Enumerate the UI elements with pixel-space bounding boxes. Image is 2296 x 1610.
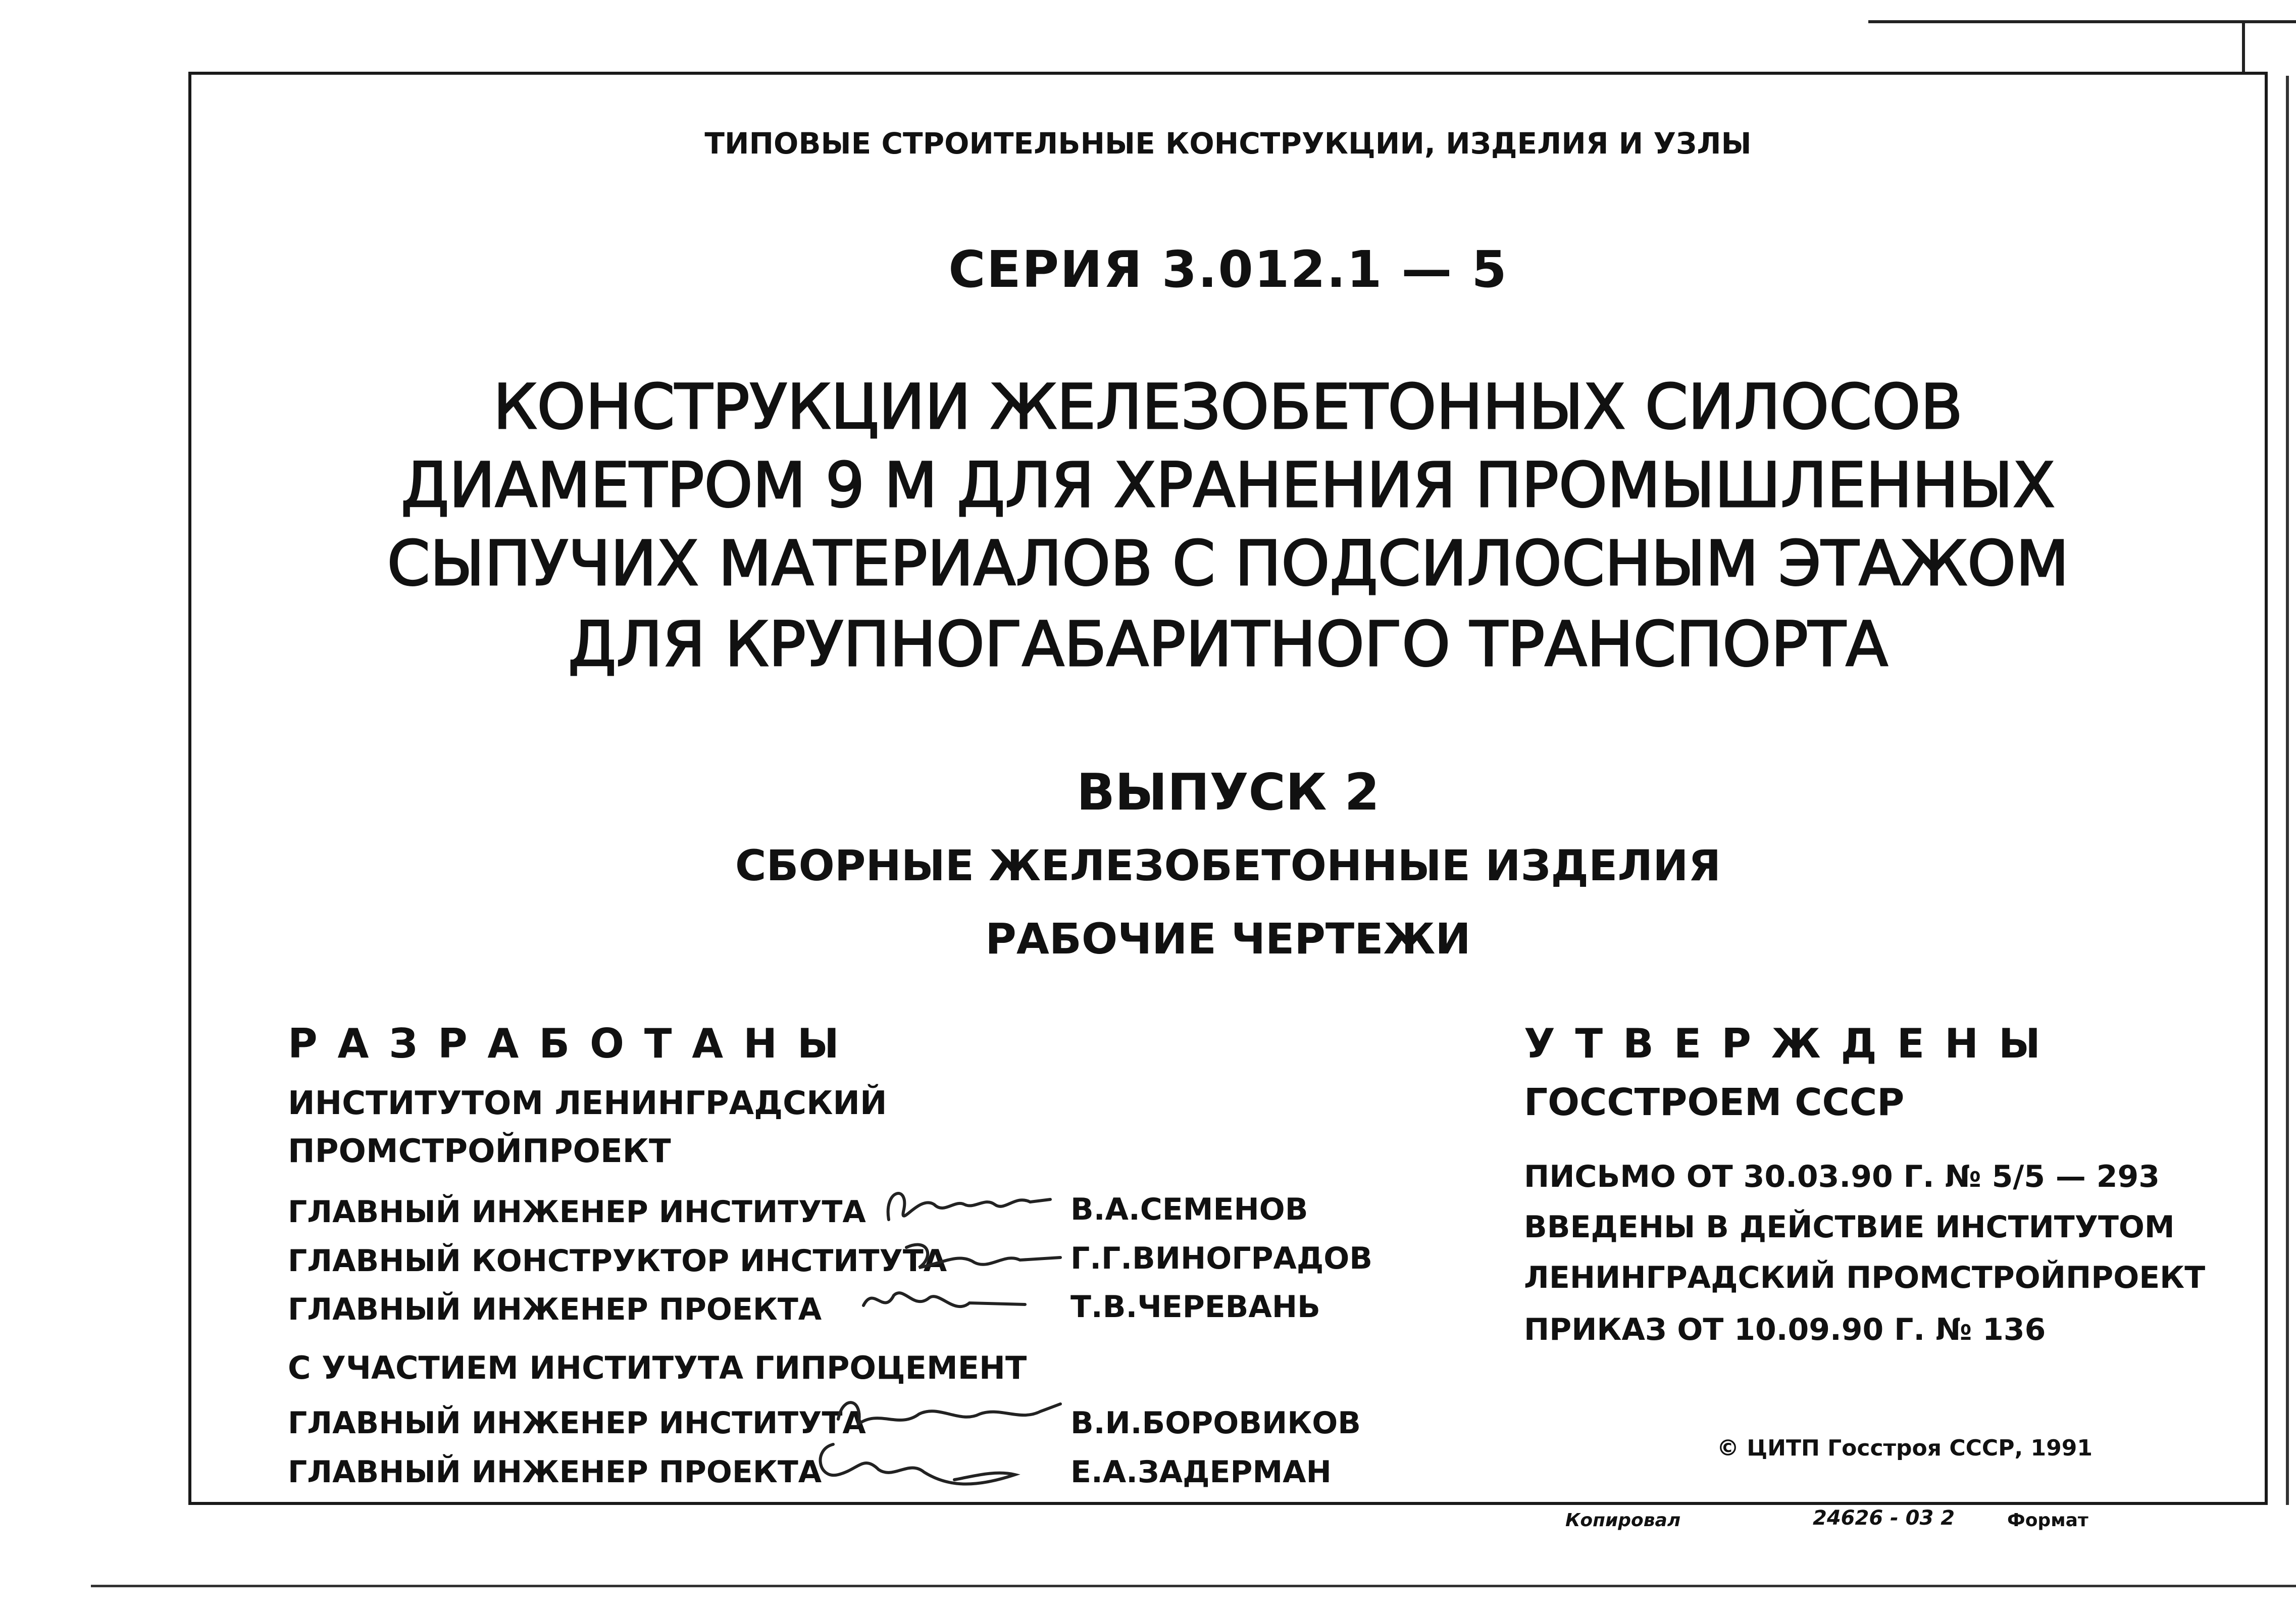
footer-copied: Копировал	[1565, 1510, 1681, 1531]
signature-vinogradov	[899, 1227, 1065, 1283]
footer-number: 24626 - 03 2	[1813, 1506, 1955, 1530]
title-line-4: ДЛЯ КРУПНОГАБАРИТНОГО ТРАНСПОРТА	[568, 609, 1888, 680]
title-line-1: КОНСТРУКЦИИ ЖЕЛЕЗОБЕТОННЫХ СИЛОСОВ	[493, 371, 1963, 443]
approved-letter: ПИСЬМО ОТ 30.03.90 Г. № 5/5 — 293	[1524, 1159, 2160, 1194]
top-border-line	[1868, 20, 2296, 23]
title-line-2: ДИАМЕТРОМ 9 М ДЛЯ ХРАНЕНИЯ ПРОМЫШЛЕННЫХ	[401, 449, 2055, 521]
signer-role-1: ГЛАВНЫЙ ИНЖЕНЕР ИНСТИТУТА	[288, 1194, 866, 1230]
signature-cherevan	[853, 1275, 1035, 1326]
signer-role-3: ГЛАВНЫЙ ИНЖЕНЕР ПРОЕКТА	[288, 1292, 822, 1327]
approved-heading: У Т В Е Р Ж Д Е Н Ы	[1524, 1020, 2044, 1067]
signer-role-4: ГЛАВНЫЙ ИНЖЕНЕР ИНСТИТУТА	[288, 1405, 866, 1441]
issue-number: ВЫПУСК 2	[1076, 763, 1380, 822]
series-label: СЕРИЯ 3.012.1 — 5	[948, 240, 1508, 299]
issue-subtitle-1: СБОРНЫЕ ЖЕЛЕЗОБЕТОННЫЕ ИЗДЕЛИЯ	[735, 841, 1721, 890]
signer-name-5: Е.А.ЗАДЕРМАН	[1070, 1454, 1332, 1490]
issue-subtitle-2: РАБОЧИЕ ЧЕРТЕЖИ	[985, 914, 1471, 964]
header-top-line: ТИПОВЫЕ СТРОИТЕЛЬНЫЕ КОНСТРУКЦИИ, ИЗДЕЛИЯ И УЗЛЫ	[704, 126, 1752, 161]
developed-heading: Р А З Р А Б О Т А Н Ы	[288, 1020, 842, 1067]
signer-name-4: В.И.БОРОВИКОВ	[1070, 1405, 1361, 1441]
signer-name-1: В.А.СЕМЕНОВ	[1070, 1192, 1308, 1227]
signature-zaderman	[803, 1429, 1025, 1495]
right-edge-line	[2286, 76, 2289, 1505]
signer-role-2: ГЛАВНЫЙ КОНСТРУКТОР ИНСТИТУТА	[288, 1243, 947, 1279]
approved-line-2: ВВЕДЕНЫ В ДЕЙСТВИЕ ИНСТИТУТОМ	[1524, 1210, 2175, 1245]
developed-org-line-1: ИНСТИТУТОМ ЛЕНИНГРАДСКИЙ	[288, 1085, 887, 1122]
footer-format: Формат	[2007, 1510, 2088, 1531]
approved-line-3: ЛЕНИНГРАДСКИЙ ПРОМСТРОЙПРОЕКТ	[1524, 1260, 2206, 1295]
corner-tick	[2242, 20, 2245, 73]
copyright: © ЦИТП Госстроя СССР, 1991	[1717, 1435, 2093, 1461]
title-line-3: СЫПУЧИХ МАТЕРИАЛОВ С ПОДСИЛОСНЫМ ЭТАЖОМ	[387, 528, 2069, 599]
bottom-cut-line	[91, 1585, 2296, 1587]
signer-role-5: ГЛАВНЫЙ ИНЖЕНЕР ПРОЕКТА	[288, 1454, 822, 1490]
participation-line: С УЧАСТИЕМ ИНСТИТУТА ГИПРОЦЕМЕНТ	[288, 1349, 1027, 1386]
signer-name-3: Т.В.ЧЕРЕВАНЬ	[1070, 1289, 1320, 1325]
signer-name-2: Г.Г.ВИНОГРАДОВ	[1070, 1241, 1373, 1276]
approved-line-4: ПРИКАЗ ОТ 10.09.90 Г. № 136	[1524, 1312, 2046, 1347]
approved-org: ГОССТРОЕМ СССР	[1524, 1081, 1905, 1124]
developed-org-line-2: ПРОМСТРОЙПРОЕКТ	[288, 1133, 671, 1170]
